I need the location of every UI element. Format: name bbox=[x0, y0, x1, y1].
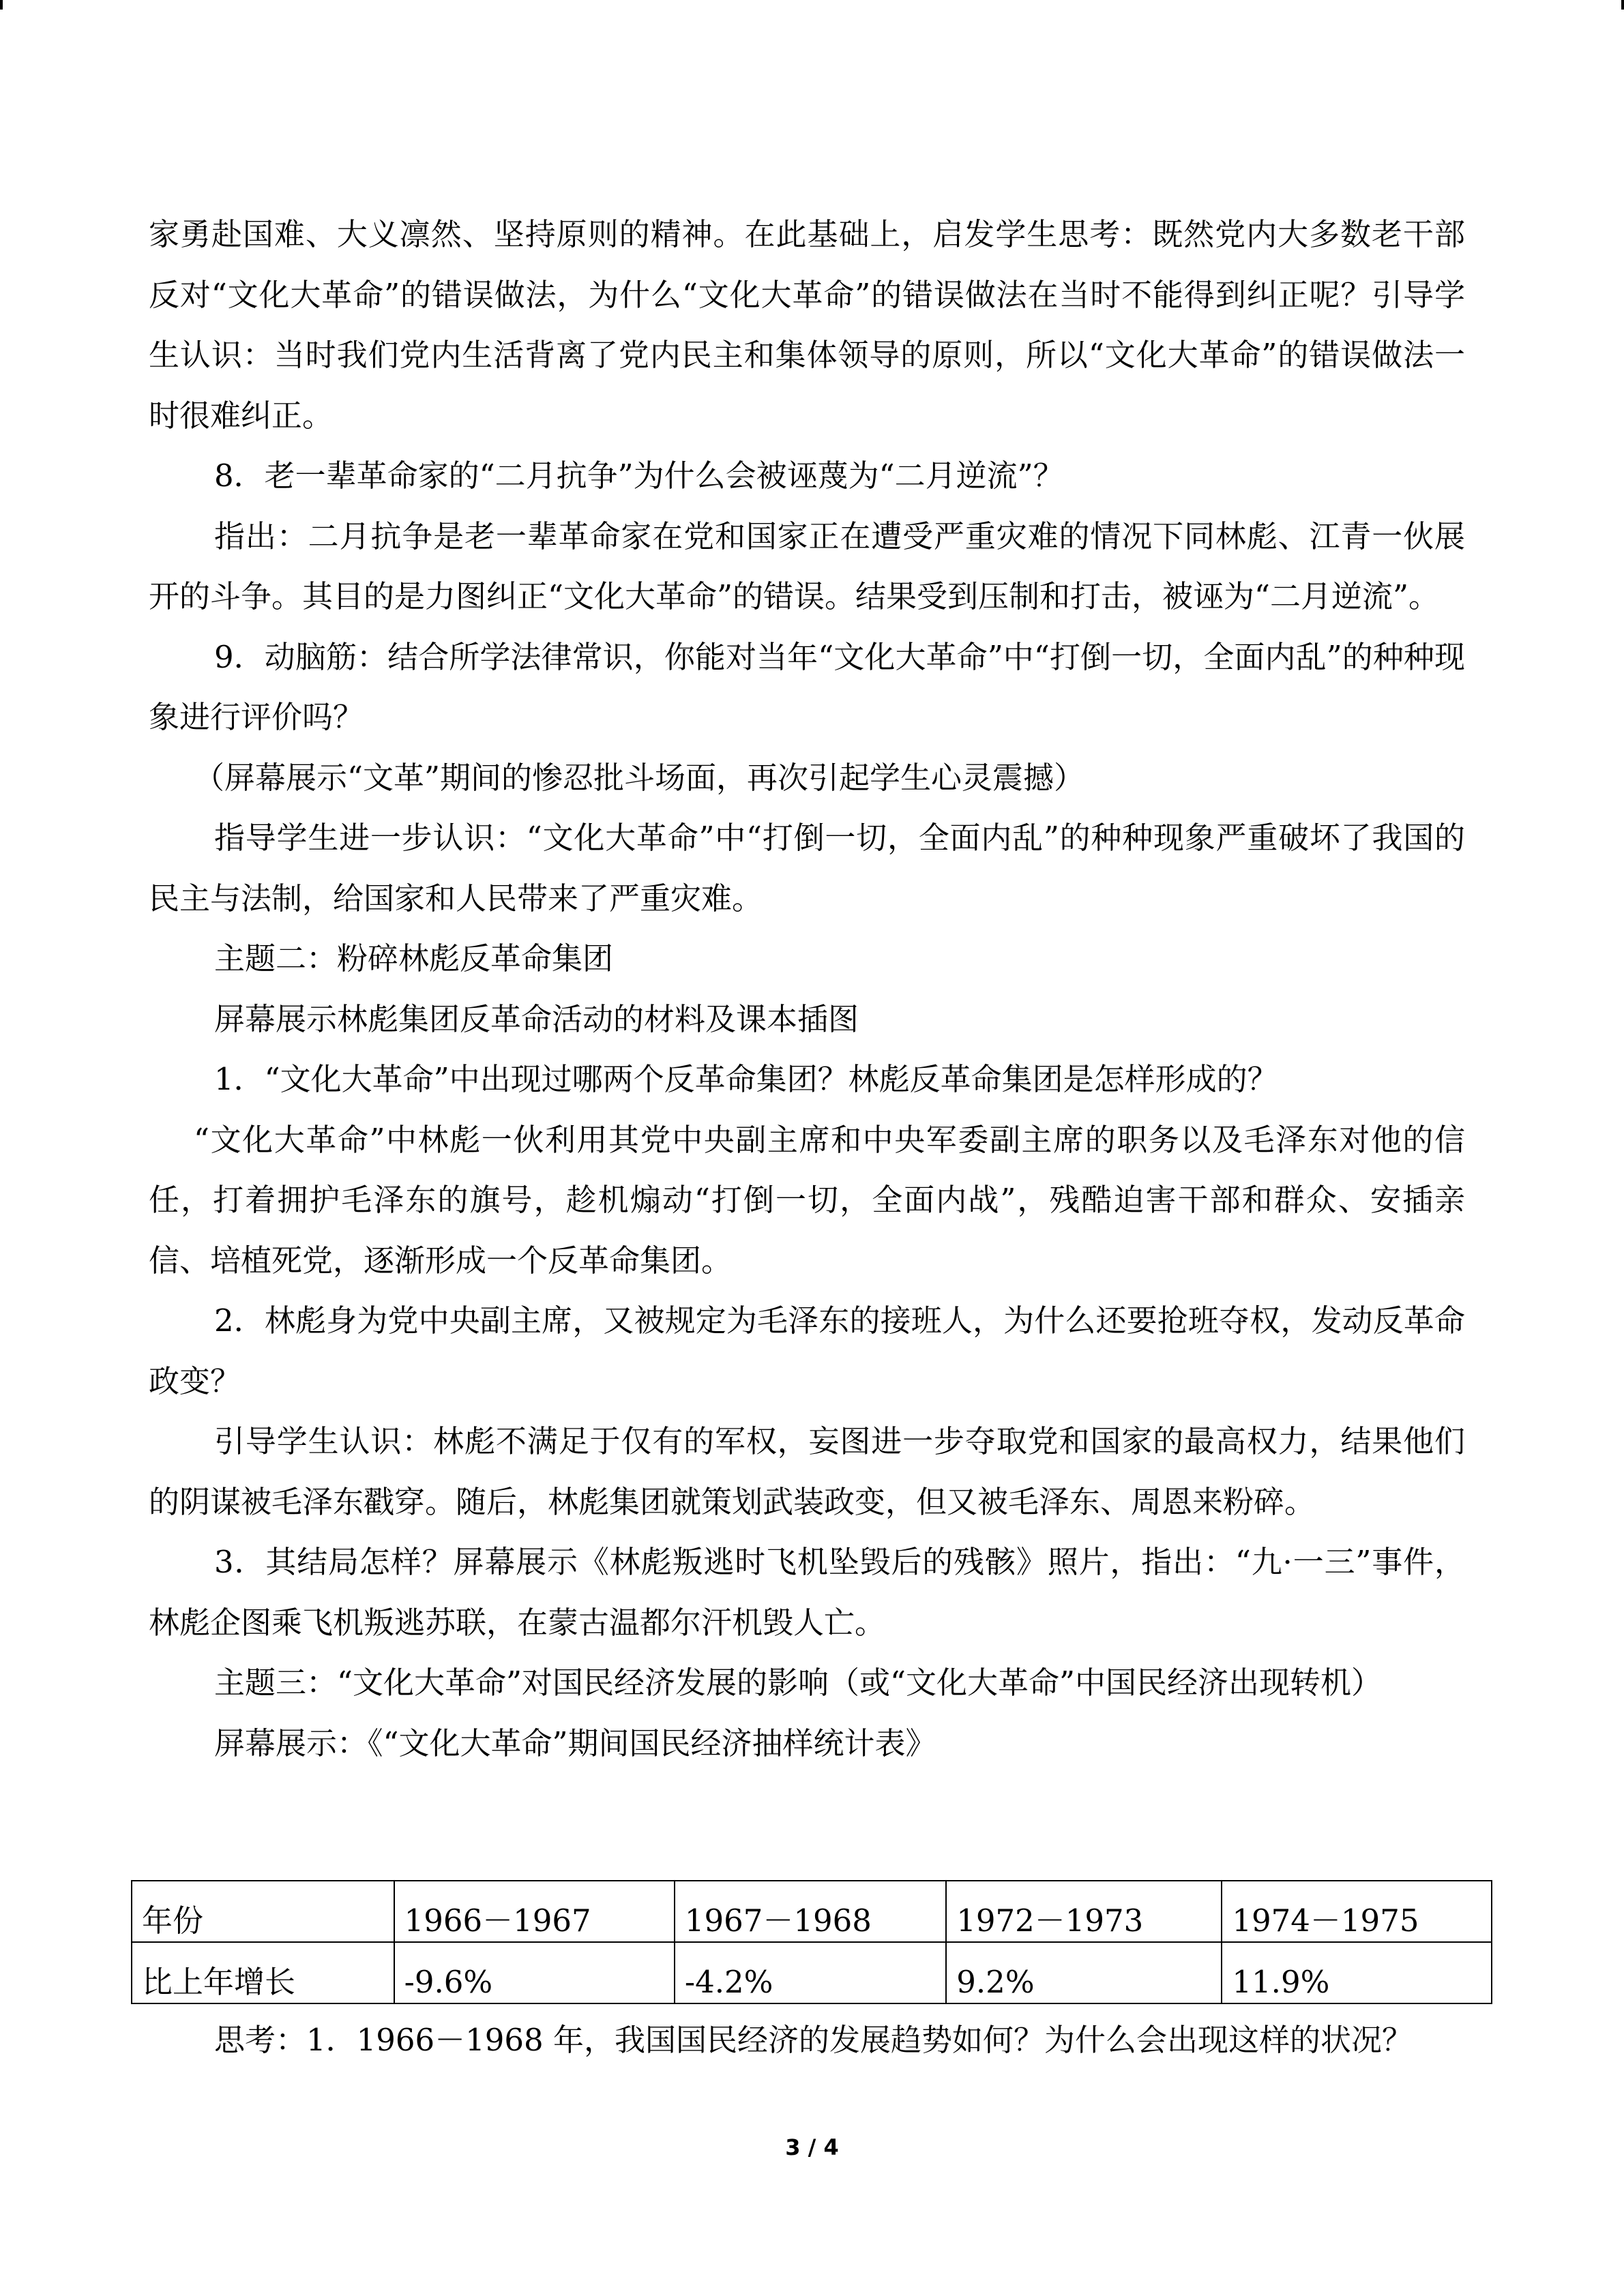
table-header-growth: 比上年增长 bbox=[132, 1942, 394, 2003]
table-cell: -9.6% bbox=[394, 1942, 675, 2003]
answer-8: 指出：二月抗争是老一辈革命家在党和国家正在遭受严重灾难的情况下同林彪、江青一伙展开的斗争。其目的是力图纠正“文化大革命”的错误。结果受到压制和打击，被诬为“二月逆流”。 bbox=[149, 518, 1465, 614]
screen-note: （屏幕展示“文革”期间的惨忍批斗场面，再次引起学生心灵震撼） bbox=[194, 759, 1085, 796]
table-caption: 屏幕展示：《“文化大革命”期间国民经济抽样统计表》 bbox=[214, 1725, 936, 1761]
table-cell: 1967－1968 bbox=[675, 1881, 946, 1942]
theme-3-heading: 主题三：“文化大革命”对国民经济发展的影响（或“文化大革命”中国民经济出现转机） bbox=[214, 1665, 1383, 1701]
economy-stats-table bbox=[131, 1880, 1492, 2004]
paragraph-1: 家勇赴国难、大义凛然、坚持原则的精神。在此基础上，启发学生思考：既然党内大多数老干部反对“文化大革命”的错误做法，为什么“文化大革命”的错误做法在当时不能得到纠正呢？引导学生认识：当时我们党内生活背离了党内民主和集体领导的原则，所以“文化大革命”的错误做法一时很难纠正。 bbox=[149, 216, 1465, 434]
table-cell: 1972－1973 bbox=[946, 1881, 1222, 1942]
document-body bbox=[149, 205, 1465, 1774]
closing-question-wrapper bbox=[149, 2010, 1465, 2071]
table-cell: 11.9% bbox=[1222, 1942, 1492, 2003]
table-row bbox=[132, 1942, 1492, 2003]
table-cell: 1966－1967 bbox=[394, 1881, 675, 1942]
theme-2-answer-1: “文化大革命”中林彪一伙利用其党中央副主席和中央军委副主席的职务以及毛泽东对他的信任，打着拥护毛泽东的旗号，趁机煽动“打倒一切，全面内战”，残酷迫害干部和群众、安插亲信、培植死党，逐渐形成一个反革命集团。 bbox=[149, 1121, 1465, 1279]
closing-question: 思考：1．1966－1968 年，我国国民经济的发展趋势如何？为什么会出现这样的状况？ bbox=[214, 2022, 1413, 2058]
answer-9: 指导学生进一步认识：“文化大革命”中“打倒一切，全面内乱”的种种现象严重破坏了我国的民主与法制，给国家和人民带来了严重灾难。 bbox=[149, 820, 1465, 916]
table-row bbox=[132, 1881, 1492, 1942]
page-corner-mark-left bbox=[0, 0, 3, 10]
question-9: 9．动脑筋：结合所学法律常识，你能对当年“文化大革命”中“打倒一切，全面内乱”的种种现象进行评价吗？ bbox=[149, 638, 1465, 735]
theme-2-heading: 主题二：粉碎林彪反革命集团 bbox=[214, 940, 614, 976]
theme-2-question-1: 1．“文化大革命”中出现过哪两个反革命集团？林彪反革命集团是怎样形成的？ bbox=[214, 1061, 1278, 1097]
table-header-year: 年份 bbox=[132, 1881, 394, 1942]
question-8: 8．老一辈革命家的“二月抗争”为什么会被诬蔑为“二月逆流”？ bbox=[214, 458, 1064, 494]
theme-2-answer-2: 引导学生认识：林彪不满足于仅有的军权，妄图进一步夺取党和国家的最高权力，结果他们的阴谋被毛泽东戳穿。随后，林彪集团就策划武装政变，但又被毛泽东、周恩来粉碎。 bbox=[149, 1423, 1465, 1520]
theme-2-question-3: 3．其结局怎样？屏幕展示《林彪叛逃时飞机坠毁后的残骸》照片，指出：“九·一三”事件，林彪企图乘飞机叛逃苏联，在蒙古温都尔汗机毁人亡。 bbox=[149, 1544, 1465, 1641]
table-cell: 1974－1975 bbox=[1222, 1881, 1492, 1942]
table-cell: -4.2% bbox=[675, 1942, 946, 2003]
theme-2-question-2: 2．林彪身为党中央副主席，又被规定为毛泽东的接班人，为什么还要抢班夺权，发动反革命政变？ bbox=[149, 1302, 1465, 1399]
theme-2-screen: 屏幕展示林彪集团反革命活动的材料及课本插图 bbox=[214, 1000, 859, 1037]
table-cell: 9.2% bbox=[946, 1942, 1222, 2003]
page-corner-mark-right bbox=[1621, 0, 1624, 10]
page-number: 3 / 4 bbox=[785, 2134, 839, 2160]
